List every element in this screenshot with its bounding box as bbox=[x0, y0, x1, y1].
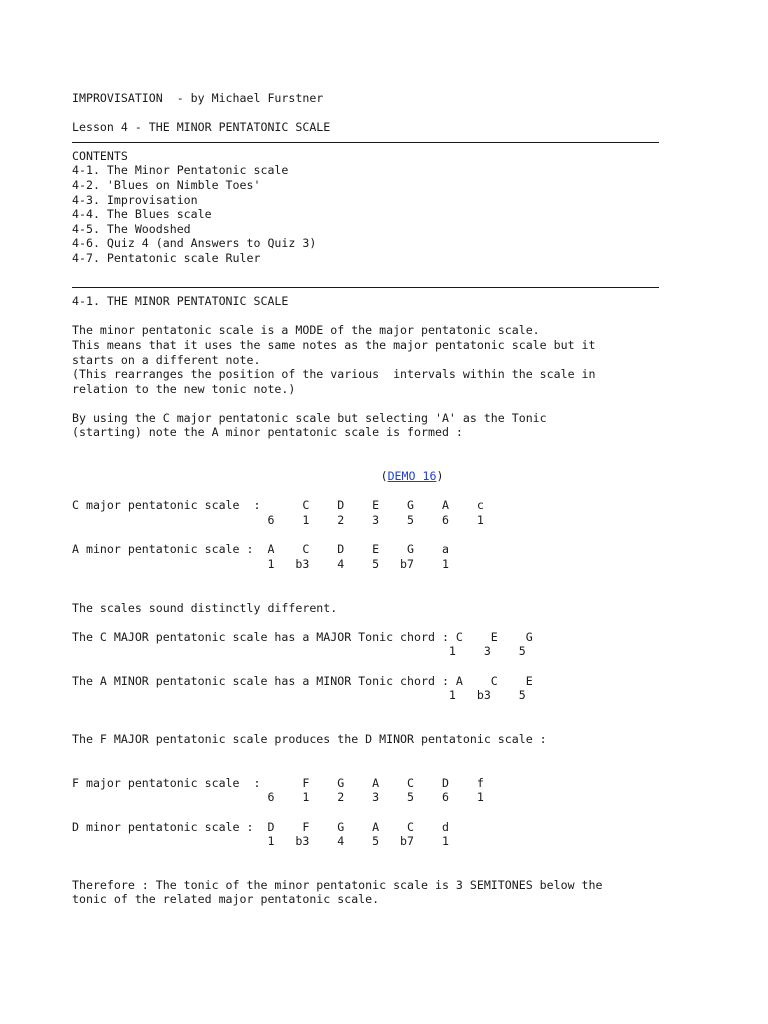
scale-table-row bbox=[72, 528, 752, 543]
contents-item: 4-4. The Blues scale bbox=[72, 207, 212, 222]
paragraph-line: starts on a different note. bbox=[72, 352, 261, 367]
scale-table-row: D minor pentatonic scale : D F G A C d bbox=[72, 819, 449, 834]
scale-table-row bbox=[72, 805, 752, 820]
contents-item: 4-5. The Woodshed bbox=[72, 221, 191, 236]
section-heading: 4-1. THE MINOR PENTATONIC SCALE bbox=[72, 294, 289, 309]
contents-item: 4-2. 'Blues on Nimble Toes' bbox=[72, 177, 261, 192]
scale-table-row: 1 b3 4 5 b7 1 bbox=[72, 834, 449, 849]
scale-table-row: 1 b3 4 5 b7 1 bbox=[72, 556, 449, 571]
divider-rule bbox=[72, 142, 659, 143]
scale-table-row: C major pentatonic scale : C D E G A c bbox=[72, 498, 484, 513]
chord-row: 1 3 5 bbox=[72, 644, 526, 659]
paragraph-line: The scales sound distinctly different. bbox=[72, 600, 338, 615]
contents-heading: CONTENTS bbox=[72, 148, 128, 163]
scale-table-row: 6 1 2 3 5 6 1 bbox=[72, 513, 484, 528]
paragraph-line: This means that it uses the same notes as the major pentatonic scale but it bbox=[72, 337, 596, 352]
scale-table-row: A minor pentatonic scale : A C D E G a bbox=[72, 542, 449, 557]
contents-item: 4-3. Improvisation bbox=[72, 192, 198, 207]
lesson-title: Lesson 4 - THE MINOR PENTATONIC SCALE bbox=[72, 120, 331, 135]
scale-table-row: 6 1 2 3 5 6 1 bbox=[72, 790, 484, 805]
contents-item: 4-7. Pentatonic scale Ruler bbox=[72, 250, 261, 265]
paragraph-line: The F MAJOR pentatonic scale produces the D MINOR pentatonic scale : bbox=[72, 731, 547, 746]
document-title: IMPROVISATION - by Michael Furstner bbox=[72, 91, 324, 105]
paragraph-line: tonic of the related major pentatonic scale. bbox=[72, 892, 380, 907]
chord-row: The A MINOR pentatonic scale has a MINOR Tonic chord : A C E bbox=[72, 673, 533, 688]
demo-paren-open: ( bbox=[380, 469, 388, 484]
chord-row: 1 b3 5 bbox=[72, 688, 526, 703]
paragraph-line: The minor pentatonic scale is a MODE of the major pentatonic scale. bbox=[72, 323, 540, 338]
paragraph-line: relation to the new tonic note.) bbox=[72, 381, 296, 396]
demo-line bbox=[72, 469, 752, 484]
scale-table-row: F major pentatonic scale : F G A C D f bbox=[72, 775, 484, 790]
paragraph-line: By using the C major pentatonic scale but selecting 'A' as the Tonic bbox=[72, 410, 547, 425]
paragraph-line: Therefore : The tonic of the minor pentatonic scale is 3 SEMITONES below the bbox=[72, 877, 603, 892]
document-page bbox=[72, 91, 752, 907]
chord-row: The C MAJOR pentatonic scale has a MAJOR Tonic chord : C E G bbox=[72, 629, 533, 644]
contents-item: 4-6. Quiz 4 (and Answers to Quiz 3) bbox=[72, 236, 317, 251]
demo-16-link[interactable]: DEMO 16 bbox=[387, 469, 437, 484]
paragraph-line: (starting) note the A minor pentatonic scale is formed : bbox=[72, 425, 463, 440]
paragraph-line: (This rearranges the position of the various intervals within the scale in bbox=[72, 367, 596, 382]
contents-item: 4-1. The Minor Pentatonic scale bbox=[72, 163, 289, 178]
demo-paren-close: ) bbox=[436, 469, 444, 484]
divider-rule bbox=[72, 287, 659, 288]
